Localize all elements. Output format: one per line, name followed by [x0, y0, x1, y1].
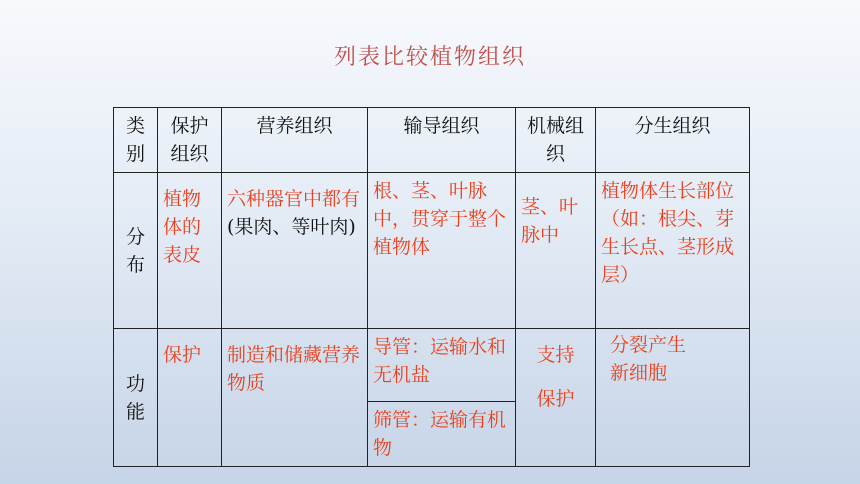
meristem-function-text: 分裂产生新细胞 — [610, 334, 687, 384]
cell-mechanical-function — [516, 329, 596, 467]
header-category: 类别 — [114, 108, 158, 173]
cell-protective-distribution: 植物体的表皮 — [158, 173, 222, 329]
mechanical-support: 支持 — [536, 344, 575, 366]
row-label-function: 功能 — [114, 329, 158, 467]
header-mechanical: 机械组织 — [516, 108, 596, 173]
header-protective: 保护组织 — [158, 108, 222, 173]
cell-conductive-distribution: 根、茎、叶脉中，贯穿于整个植物体 — [368, 173, 516, 329]
function-row — [114, 329, 750, 467]
header-meristem: 分生组织 — [596, 108, 750, 173]
row-label-distribution: 分布 — [114, 173, 158, 329]
cell-meristem-distribution: 植物体生长部位（如：根尖、芽生长点、茎形成层） — [596, 173, 750, 329]
cell-meristem-function — [596, 329, 750, 467]
cell-mechanical-distribution: 茎、叶脉中 — [516, 173, 596, 329]
comparison-table — [113, 107, 750, 467]
conductive-sieve: 筛管：运输有机物 — [368, 401, 515, 466]
cell-conductive-function — [368, 329, 516, 467]
page-title: 列表比较植物组织 — [333, 45, 526, 70]
distribution-row — [114, 173, 750, 329]
header-row — [114, 108, 750, 173]
header-nutritive: 营养组织 — [222, 108, 368, 173]
cell-protective-function: 保护 — [158, 329, 222, 467]
nutritive-distribution-main: 六种器官中都有 — [227, 188, 361, 210]
cell-nutritive-distribution — [222, 173, 368, 329]
nutritive-distribution-note: (果肉、等叶肉) — [227, 216, 356, 238]
mechanical-protect: 保护 — [536, 388, 575, 410]
header-conductive: 输导组织 — [368, 108, 516, 173]
conductive-vessel: 导管：运输水和无机盐 — [373, 336, 507, 386]
cell-nutritive-function: 制造和储藏营养物质 — [222, 329, 368, 467]
